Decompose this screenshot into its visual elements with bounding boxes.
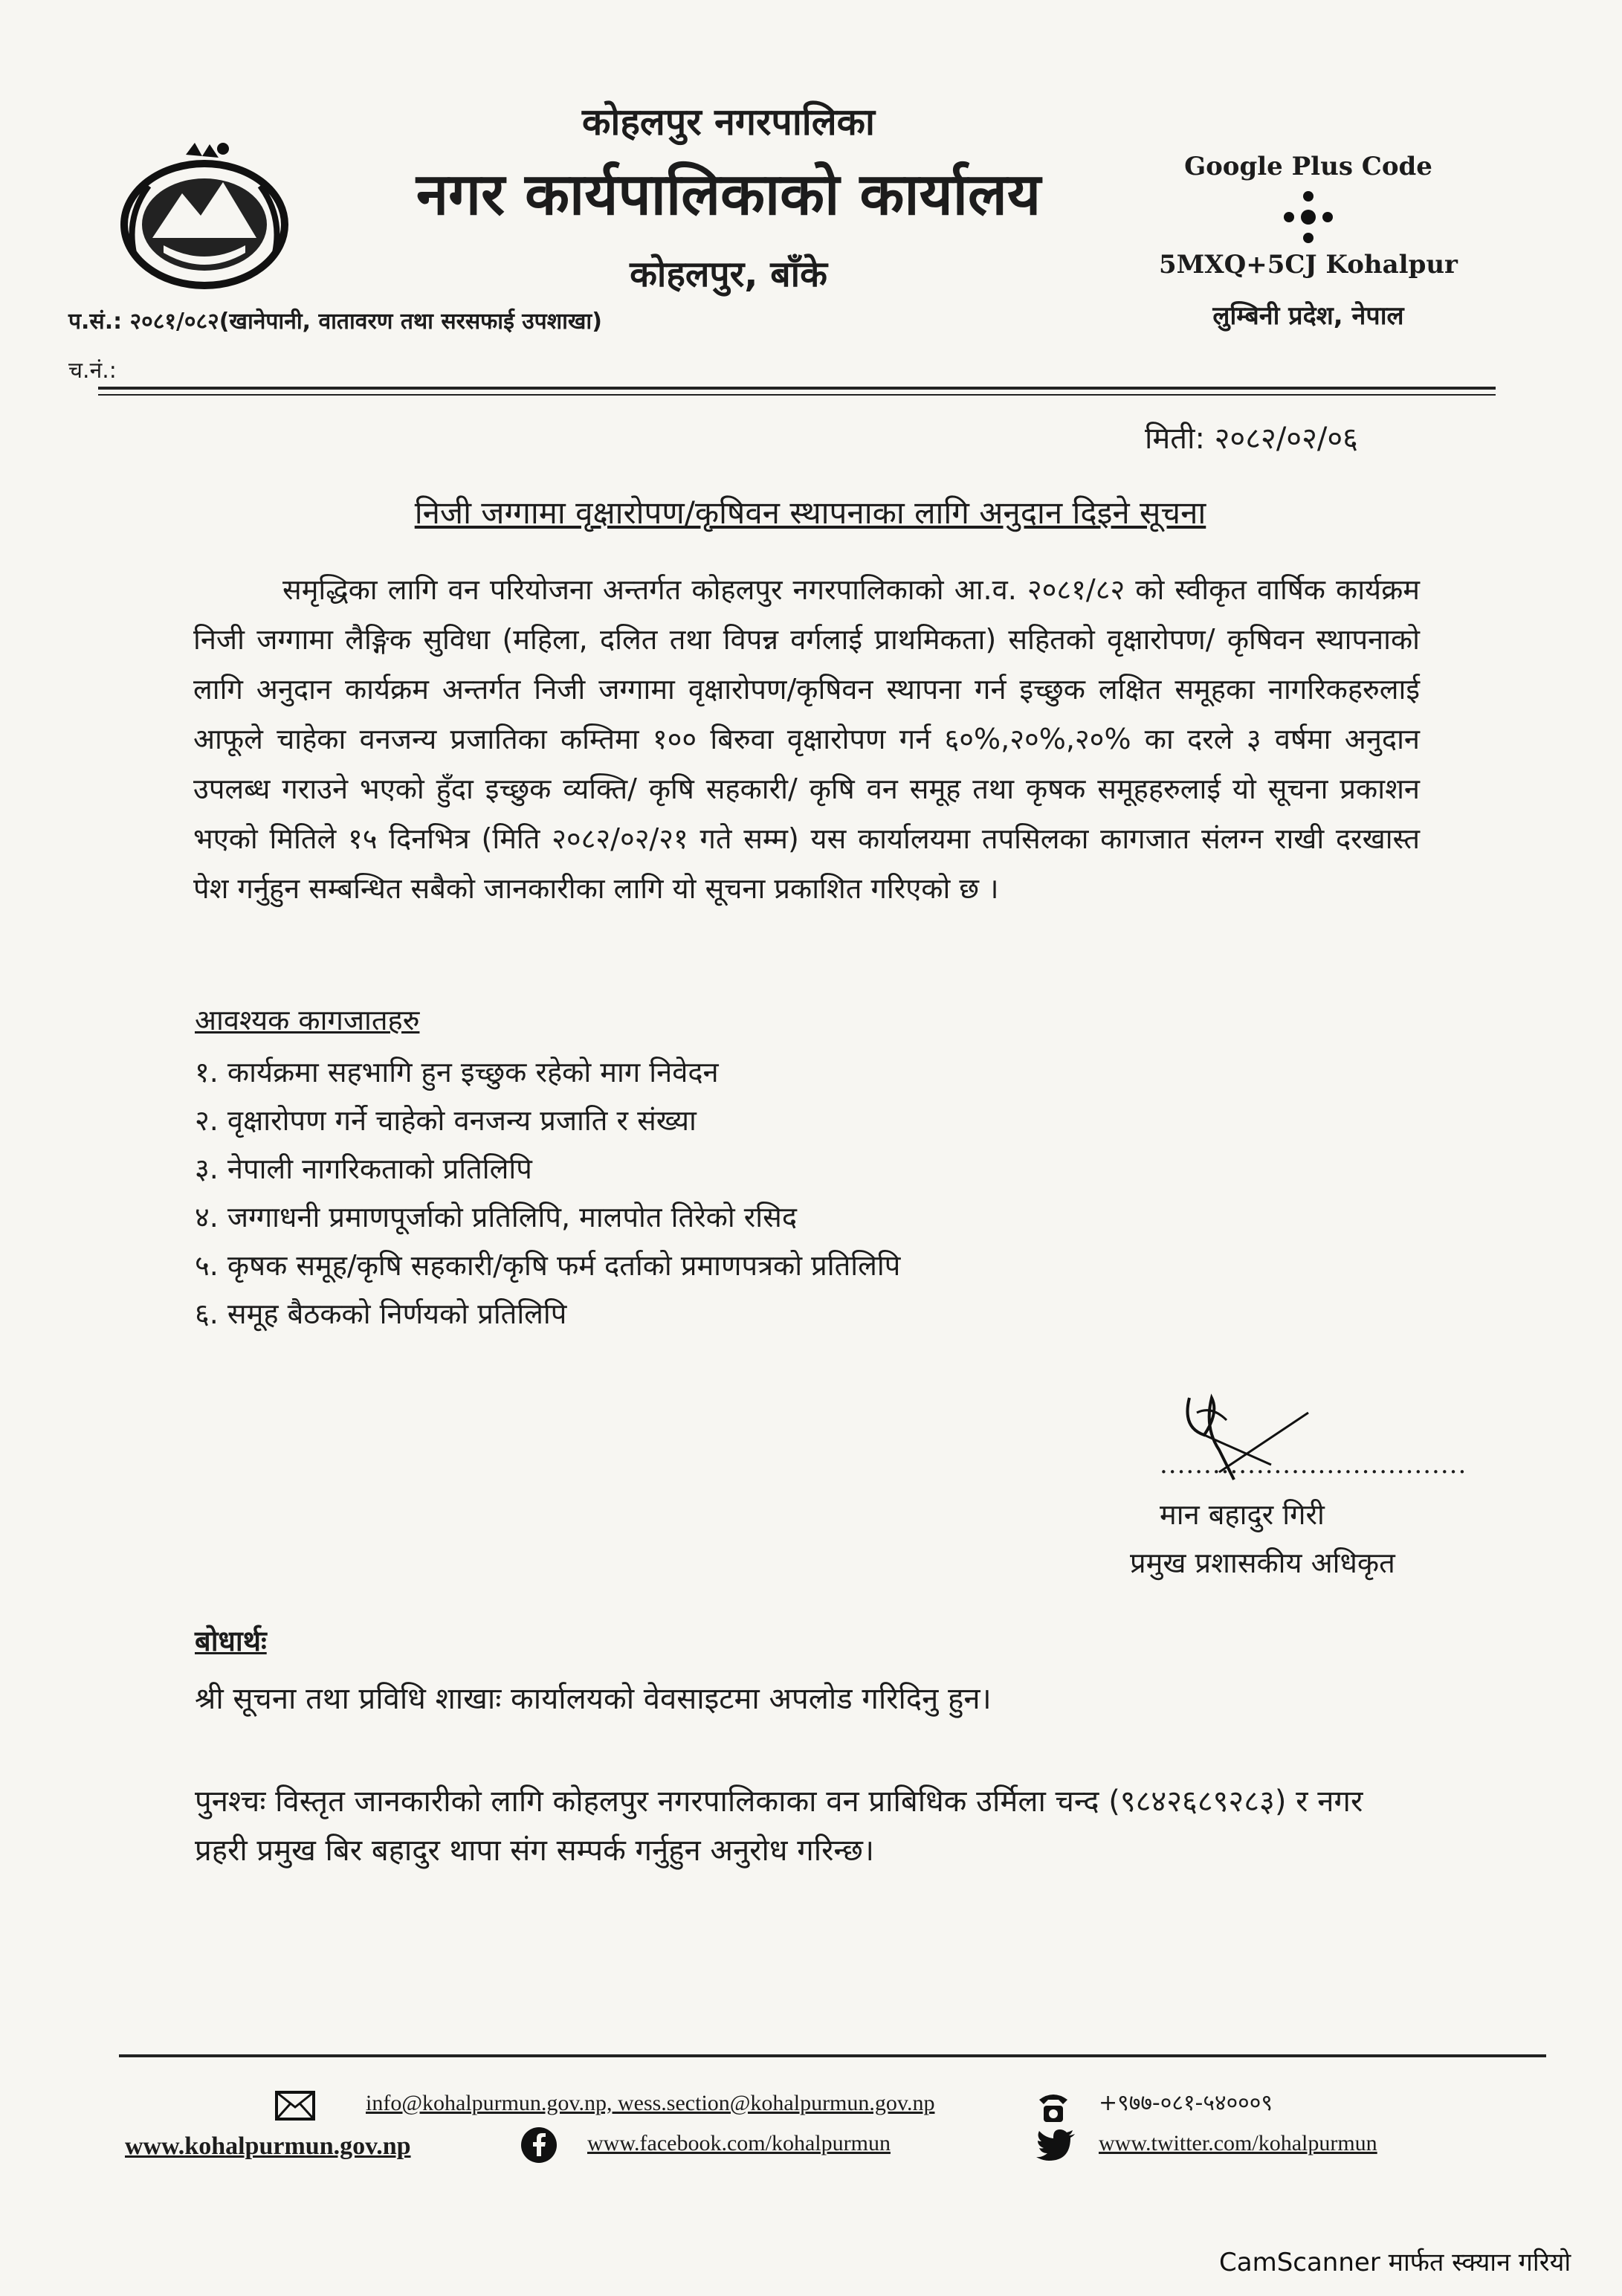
plus-code-icon [1279,189,1338,245]
cc-text: श्री सूचना तथा प्रविधि शाखाः कार्यालयको वेवसाइटमा अपलोड गरिदिनु हुन। [195,1682,992,1716]
signature-icon [1160,1383,1323,1502]
list-item: ३. नेपाली नागरिकताको प्रतिलिपि [195,1152,532,1185]
office-location: कोहलपुर, बाँके [630,254,827,295]
plus-code: 5MXQ+5CJ Kohalpur [1159,250,1458,280]
list-item: १. कार्यक्रमा सहभागि हुन इच्छुक रहेको माग निवेदन [195,1056,719,1089]
header-divider [98,387,1496,390]
scanner-watermark: CamScanner मार्फत स्क्यान गरियो [1219,2248,1571,2277]
province: लुम्बिनी प्रदेश, नेपाल [1212,301,1404,331]
municipality-name: कोहलपुर नगरपालिका [582,100,875,144]
postscript: पुनश्चः विस्तृत जानकारीको लागि कोहलपुर नगरपालिकाका वन प्राबिधिक उर्मिला चन्द (९८४२६८९२८३) र नगर प्रहरी प्रमुख बिर बहादुर थापा संग सम्पर्क गर्नुहुन अनुरोध गरिन्छ। [195,1784,1363,1868]
signature-line: ................................... [1160,1450,1467,1480]
email-icon [275,2091,315,2121]
notice-date: मिती: २०८२/०२/०६ [1145,422,1358,456]
twitter-icon [1036,2129,1076,2162]
nepal-emblem-icon [112,141,297,290]
list-item: ४. जग्गाधनी प्रमाणपूर्जाको प्रतिलिपि, मालपोत तिरेको रसिद [195,1201,798,1234]
header-divider-thin [98,394,1496,396]
footer-email[interactable]: info@kohalpurmun.gov.np, wess.section@kohalpurmun.gov.np [366,2091,935,2115]
dispatch-number: च.नं.: [68,358,117,384]
required-documents-list [195,1048,1384,1338]
list-item: ५. कृषक समूह/कृषि सहकारी/कृषि फर्म दर्ताको प्रमाणपत्रको प्रतिलिपि [195,1249,901,1282]
signer-name: मान बहादुर गिरी [1160,1498,1325,1531]
footer-phone[interactable]: +९७७-०८१-५४०००९ [1099,2090,1273,2116]
reference-number: प.सं.: २०८१/०८२(खानेपानी, वातावरण तथा सरसफाई उपशाखा) [68,309,602,335]
phone-icon [1036,2091,1070,2124]
footer-website[interactable]: www.kohalpurmun.gov.np [125,2132,411,2160]
footer-facebook[interactable]: www.facebook.com/kohalpurmun [587,2131,891,2155]
office-title: नगर कार्यपालिकाको कार्यालय [416,161,1041,228]
footer-divider [119,2054,1546,2057]
footer-twitter[interactable]: www.twitter.com/kohalpurmun [1099,2131,1377,2155]
signer-title: प्रमुख प्रशासकीय अधिकृत [1130,1547,1395,1579]
plus-code-label: Google Plus Code [1184,152,1432,181]
list-item: ६. समूह बैठकको निर्णयको प्रतिलिपि [195,1297,567,1330]
list-item: २. वृक्षारोपण गर्ने चाहेको वनजन्य प्रजाति र संख्या [195,1104,697,1137]
notice-title: निजी जग्गामा वृक्षारोपण/कृषिवन स्थापनाका लागि अनुदान दिइने सूचना [414,494,1206,531]
notice-body: समृद्धिका लागि वन परियोजना अन्तर्गत कोहलपुर नगरपालिकाको आ.व. २०८१/८२ को स्वीकृत वार्षिक कार्यक्रम निजी जग्गामा लैङ्गिक सुविधा (महिला, दलित तथा विपन्न वर्गलाई प्राथमिकता) सहितको वृक्षारोपण/ कृषिवन स्थापनाको लागि अनुदान कार्यक्रम अन्तर्गत निजी जग्गामा वृक्षारोपण/कृषिवन स्थापना गर्न इच्छुक लक्षित समूहका नागरिकहरुलाई आफूले चाहेका वनजन्य प्रजातिका कम्तिमा १०० बिरुवा वृक्षारोपण गर्न ६०%,२०%,२०% का दरले ३ वर्षमा अनुदान उपलब्ध गराउने भएको हुँदा इच्छुक व्यक्ति/ कृषि सहकारी/ कृषि वन समूह तथा कृषक समूहहरुलाई यो सूचना प्रकाशन भएको मितिले १५ दिनभित्र (मिति २०८२/०२/२१ गते सम्म) यस कार्यालयमा तपसिलका कागजात संलग्न राखी दरखास्त पेश गर्नुहुन सम्बन्धित सबैको जानकारीका लागि यो सूचना प्रकाशित गरिएको छ । [193,573,1420,905]
facebook-icon [520,2126,558,2164]
cc-heading: बोधार्थः [195,1625,267,1657]
required-documents-heading: आवश्यक कागजातहरु [195,1004,420,1036]
